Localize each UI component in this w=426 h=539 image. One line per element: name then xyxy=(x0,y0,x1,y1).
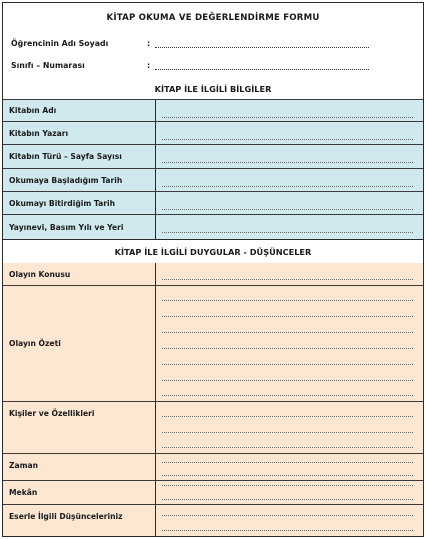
class-number-colon: : xyxy=(147,60,151,70)
row-label-summary: Olayın Özeti xyxy=(3,286,156,401)
student-name-label: Öğrencinin Adı Soyadı xyxy=(11,38,109,48)
row-label-opinions: Eserle İlgili Düşünceleriniz xyxy=(3,505,156,536)
answer-field-place[interactable] xyxy=(156,481,423,504)
class-number-row xyxy=(11,58,369,72)
table-row-book-title xyxy=(3,99,423,122)
student-name-row xyxy=(11,36,369,50)
table-row-start-date xyxy=(3,169,423,192)
answer-field-publisher[interactable] xyxy=(156,215,423,239)
table-row-book-author xyxy=(3,122,423,145)
section-feelings-title: KİTAP İLE İLGİLİ DUYGULAR - DÜŞÜNCELER xyxy=(3,239,423,265)
row-label-characters: Kişiler ve Özellikleri xyxy=(3,402,156,453)
answer-field-characters[interactable] xyxy=(156,402,423,453)
class-number-field[interactable] xyxy=(155,68,369,70)
table-row-time xyxy=(3,454,423,481)
table-row-characters xyxy=(3,402,423,454)
class-number-label: Sınıfı – Numarası xyxy=(11,60,85,70)
row-label-place: Mekân xyxy=(3,481,156,504)
answer-field-subject[interactable] xyxy=(156,263,423,285)
form-title: KİTAP OKUMA VE DEĞERLENDİRME FORMU xyxy=(106,13,320,23)
row-label-book-genre: Kitabın Türü – Sayfa Sayısı xyxy=(3,145,156,168)
student-name-colon: : xyxy=(147,38,151,48)
answer-field-time[interactable] xyxy=(156,454,423,480)
answer-field-book-genre[interactable] xyxy=(156,145,423,168)
table-row-book-genre xyxy=(3,145,423,169)
table-row-end-date xyxy=(3,192,423,215)
answer-field-opinions[interactable] xyxy=(156,505,423,536)
table-row-place xyxy=(3,481,423,505)
row-label-subject: Olayın Konusu xyxy=(3,263,156,285)
row-label-end-date: Okumayı Bitirdiğim Tarih xyxy=(3,192,156,214)
row-label-book-title: Kitabın Adı xyxy=(3,100,156,121)
reading-form xyxy=(2,2,424,537)
row-label-book-author: Kitabın Yazarı xyxy=(3,122,156,144)
row-label-start-date: Okumaya Başladığım Tarih xyxy=(3,169,156,191)
answer-field-summary[interactable] xyxy=(156,286,423,401)
answer-field-end-date[interactable] xyxy=(156,192,423,214)
table-row-publisher xyxy=(3,215,423,239)
table-row-opinions xyxy=(3,505,423,536)
student-name-field[interactable] xyxy=(155,46,369,48)
row-label-publisher: Yayınevi, Basım Yılı ve Yeri xyxy=(3,215,156,239)
section-book-info-title: KİTAP İLE İLGİLİ BİLGİLER xyxy=(3,79,423,99)
table-row-subject xyxy=(3,263,423,286)
table-row-summary xyxy=(3,286,423,402)
answer-field-book-title[interactable] xyxy=(156,100,423,121)
answer-field-start-date[interactable] xyxy=(156,169,423,191)
answer-field-book-author[interactable] xyxy=(156,122,423,144)
row-label-time: Zaman xyxy=(3,454,156,480)
